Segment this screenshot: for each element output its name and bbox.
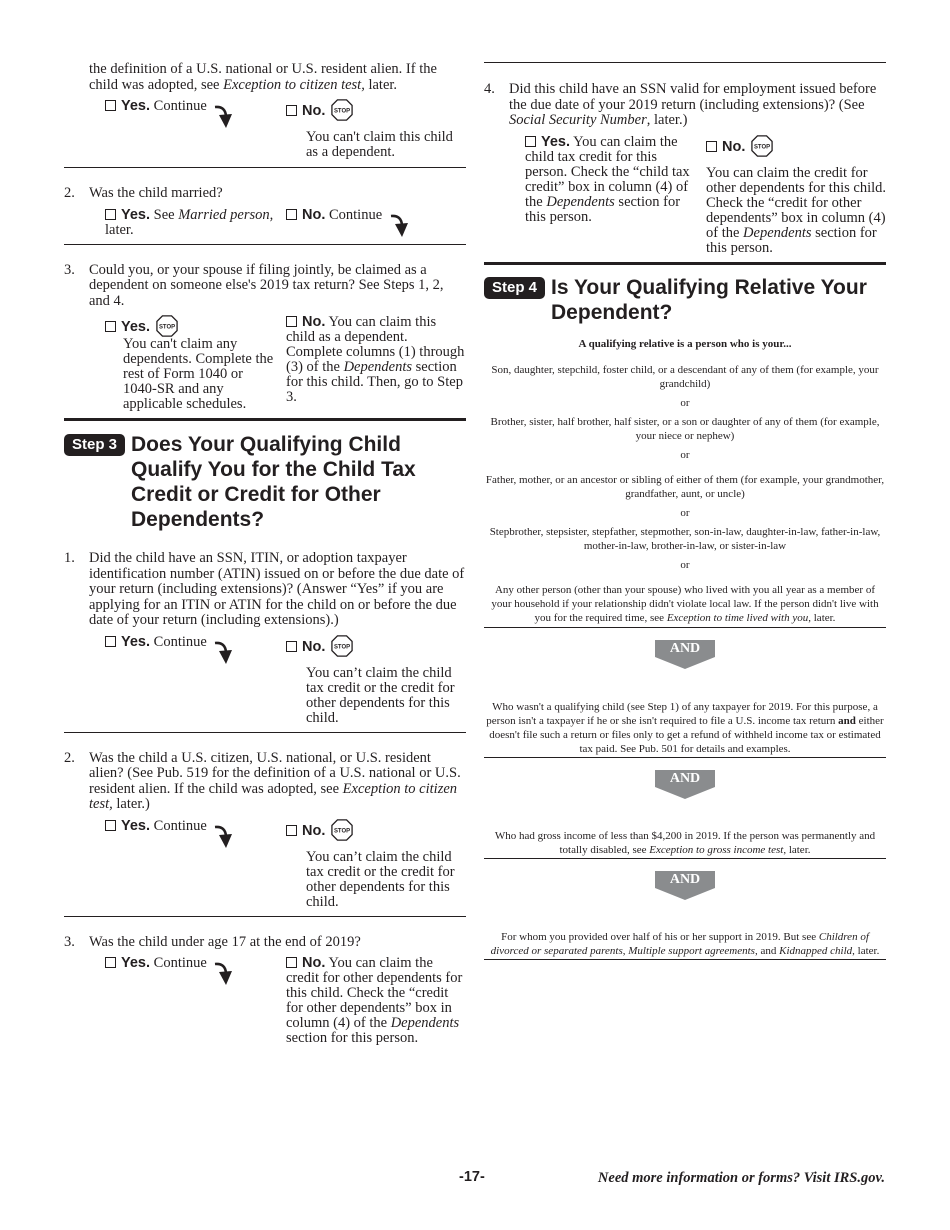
no-option: No. You can claim this child as a dependent. Complete columns (1) through (3) of the Dependents section for this child. Then, go to Step 3. (286, 314, 465, 405)
divider (64, 167, 466, 168)
yes-option: Yes. Continue (64, 956, 286, 1046)
stop-icon (156, 315, 178, 337)
step-title: Does Your Qualifying Child Qualify You for the Child Tax Credit or Credit for Other Dependents? (131, 433, 416, 531)
yes-option: Yes. Continue (64, 819, 286, 910)
no-option: No. STOP You can't claim this child as a dependent. (286, 99, 466, 160)
no-option: No. You can claim the credit for other dependents for this child. Check the “credit for other dependents” box in column (4) of the Dependents section for this person. (286, 955, 463, 1046)
left-column (64, 62, 466, 1046)
no-checkbox[interactable] (286, 209, 297, 220)
divider (64, 244, 466, 245)
stop-icon (331, 819, 353, 841)
condition-2: Who had gross income of less than $4,200 in 2019. If the person was permanently and totally disabled, see Exception to gross income test, later. (494, 829, 876, 856)
divider (64, 916, 466, 917)
svg-text:STOP: STOP (158, 324, 175, 331)
divider (484, 858, 886, 859)
yes-option: Yes. You can claim the child tax credit for this person. Check the “child tax credit” box in column (4) of the Dependents section for this person. (525, 133, 690, 225)
yes-option: Yes. Continue (64, 99, 286, 160)
question-2: 2. Was the child married? Yes. See Married person, later. No. Continue (64, 186, 466, 239)
down-arrow-icon (655, 888, 715, 900)
section-divider (64, 418, 466, 421)
answer-row (64, 819, 466, 910)
irs-link[interactable]: Need more information or forms? Visit IRS.gov. (597, 1170, 885, 1186)
answer-row (64, 99, 466, 160)
svg-text:STOP: STOP (333, 643, 351, 650)
yes-checkbox[interactable] (105, 209, 116, 220)
yes-option: Yes. Continue (64, 635, 286, 726)
continue-arrow-icon (389, 213, 409, 239)
no-option: No. Continue (286, 208, 466, 239)
relative-option-4: Stepbrother, stepsister, stepfather, stepmother, son-in-law, daughter-in-law, father-in-law, mother-in-law, brother-in-law, or sister-in-law (489, 525, 881, 552)
relative-option-3: Father, mother, or an ancestor or sibling of either of them (for example, your grandmother, grandfather, aunt, or uncle) (485, 473, 885, 500)
yes-checkbox[interactable] (105, 636, 116, 647)
no-checkbox[interactable] (286, 316, 297, 327)
divider (64, 732, 466, 733)
and-marker: AND (484, 640, 886, 669)
svg-text:STOP: STOP (753, 143, 771, 150)
or-separator: or (680, 396, 690, 409)
section-divider (484, 262, 886, 265)
answer-row (64, 315, 466, 412)
yes-checkbox[interactable] (525, 136, 536, 147)
yes-option: Yes. STOP You can't claim any dependents. Complete the rest of Form 1040 or 1040-SR and any applicable schedules. (64, 315, 286, 412)
yes-checkbox[interactable] (105, 957, 116, 968)
no-checkbox[interactable] (286, 105, 297, 116)
step-badge: Step 3 (64, 434, 125, 456)
no-option: No. STOP You can’t claim the child tax credit or the credit for other dependents for this child. (286, 819, 466, 910)
svg-text:STOP: STOP (333, 108, 351, 115)
relative-intro: A qualifying relative is a person who is your... (578, 337, 792, 350)
stop-icon (331, 635, 353, 657)
question-3: 3. Could you, or your spouse if filing jointly, be claimed as a dependent on someone else's 2019 tax return? See Steps 1, 2, and 4. Yes. STOP You can't claim any dependents. Complete the rest of Form 1040 or 1040-SR and any applicable schedules. No. You can claim this child as a dependent. Complete columns (1) through (3) of the Dependents section for this child. Then, go to Step 3. (64, 261, 465, 412)
divider (484, 959, 886, 960)
down-arrow-icon (655, 657, 715, 669)
continue-arrow-icon (213, 640, 233, 666)
right-column (484, 62, 886, 960)
carryover-block: the definition of a U.S. national or U.S. resident alien. If the child was adopted, see Exception to citizen test, later. Yes. Continue No. STOP You can't claim this child as a dependent. (64, 62, 466, 160)
condition-3: For whom you provided over half of his or her support in 2019. But see Children of divorced or separated parents, Multiple support agreements, and Kidnapped child, later. (490, 930, 880, 957)
stop-icon (751, 135, 773, 157)
condition-1: Who wasn't a qualifying child (see Step 1) of any taxpayer for 2019. For this purpose, a person isn't a taxpayer if he or she isn't required to file a U.S. income tax return and either doesn't file such a return or files only to get a refund of withheld income tax or estimated tax paid. See Pub. 501 for details and examples. (486, 700, 884, 755)
svg-text:STOP: STOP (333, 827, 351, 834)
no-checkbox[interactable] (286, 825, 297, 836)
step3-question-1: 1. Did the child have an SSN, ITIN, or adoption taxpayer identification number (ATIN) issued on or before the due date of your return (including extensions)? (Answer “Yes” if you are applying for an ITIN or ATIN for the child on or before the due date of your return (including extensions).) Yes. Continue No. STOP You can’t claim the child tax credit or the credit for other dependents for this child. (64, 550, 465, 726)
and-marker: AND (484, 770, 886, 799)
no-checkbox[interactable] (286, 641, 297, 652)
or-separator: or (680, 506, 690, 519)
question-4: 4. Did this child have an SSN valid for employment issued before the due date of your 2019 return (including extensions)? (See Social Security Number, later.) Yes. You can claim the child tax credit for this person. Check the “child tax credit” box in column (4) of the Dependents section for this person. No. STOP You can claim the credit for other dependents for this child. Check the “credit for other dependents” box in column (4) of the Dependents section for this person. (484, 81, 886, 256)
step-title: Is Your Qualifying Relative Your Dependent? (551, 275, 867, 324)
relative-option-1: Son, daughter, stepchild, foster child, or a descendant of any of them (for example, your grandchild) (491, 363, 879, 390)
step-badge: Step 4 (484, 277, 545, 299)
answer-row (64, 208, 466, 239)
step3-question-3: 3. Was the child under age 17 at the end of 2019? Yes. Continue No. You can claim the credit for other dependents for this child. Check the “credit for other dependents” box in column (4) of the Dependents section for this person. (64, 935, 466, 1047)
or-separator: or (680, 448, 690, 461)
divider (484, 627, 886, 628)
no-option: No. STOP You can claim the credit for other dependents for this child. Check the “credit for other dependents” box in column (4) of the Dependents section for this person. (706, 135, 886, 256)
answer-row (484, 135, 886, 256)
relative-option-2: Brother, sister, half brother, half sister, or a son or daughter of any of them (for example, your niece or nephew) (490, 415, 880, 442)
no-checkbox[interactable] (706, 141, 717, 152)
continue-arrow-icon (213, 104, 233, 130)
step-4-heading (484, 275, 886, 325)
answer-row (64, 956, 466, 1046)
continue-arrow-icon (213, 961, 233, 987)
yes-checkbox[interactable] (105, 820, 116, 831)
yes-option: Yes. See Married person, later. (105, 206, 274, 238)
continue-arrow-icon (213, 824, 233, 850)
answer-row (64, 635, 466, 726)
no-checkbox[interactable] (286, 957, 297, 968)
and-marker: AND (484, 871, 886, 900)
step3-question-2: 2. Was the child a U.S. citizen, U.S. national, or U.S. resident alien? (See Pub. 519 for the definition of a U.S. national or U.S. resident alien. If the child was adopted, see Exception to citizen test, later.) Yes. Continue No. STOP You can’t claim the child tax credit or the credit for other dependents for this child. (64, 751, 466, 910)
yes-checkbox[interactable] (105, 100, 116, 111)
page-number: -17- (459, 1169, 485, 1185)
or-separator: or (680, 558, 690, 571)
yes-checkbox[interactable] (105, 321, 116, 332)
stop-icon (331, 99, 353, 121)
down-arrow-icon (655, 787, 715, 799)
divider (484, 62, 886, 63)
divider (484, 757, 886, 758)
relative-option-5: Any other person (other than your spouse) who lived with you all year as a member of your household if your relationship didn't violate local law. If the person didn't live with you for the required time, see Exception to time lived with you, later. (491, 583, 879, 624)
step-3-heading (64, 432, 466, 532)
no-option: No. STOP You can’t claim the child tax credit or the credit for other dependents for this child. (286, 635, 466, 726)
